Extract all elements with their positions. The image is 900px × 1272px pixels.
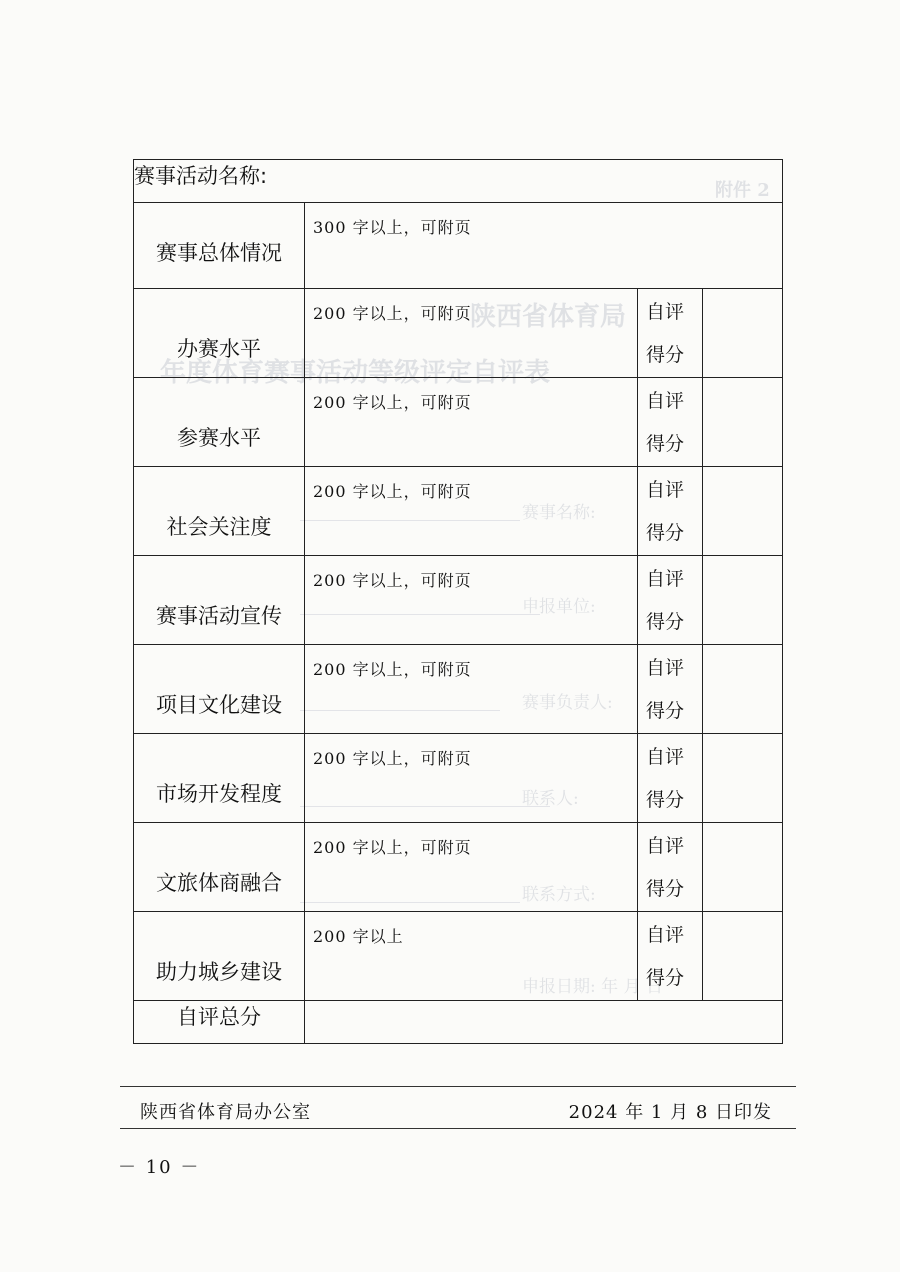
self-score-label: 自评 得分	[638, 823, 703, 912]
bleed-through-field: 赛事名称:	[522, 503, 596, 523]
self-score-cell[interactable]	[703, 912, 783, 1001]
footer-bottom-rule	[120, 1128, 796, 1129]
criteria-row	[134, 912, 783, 1001]
bleed-through-field: 申报日期: 年 月 日	[522, 977, 663, 997]
self-score-cell[interactable]	[703, 467, 783, 556]
total-score-cell[interactable]	[305, 1001, 783, 1044]
overview-content-cell[interactable]: 300 字以上，可附页	[305, 203, 783, 289]
self-score-label: 自评 得分	[638, 289, 703, 378]
criteria-content-cell[interactable]: 200 字以上，可附页	[305, 823, 638, 912]
bleed-through-field: 赛事负责人:	[522, 693, 613, 713]
criteria-content-cell[interactable]: 200 字以上，可附页	[305, 556, 638, 645]
criteria-label: 社会关注度	[134, 467, 305, 556]
criteria-content-cell[interactable]: 200 字以上	[305, 912, 638, 1001]
bleed-through-field: 联系方式:	[522, 885, 596, 905]
self-score-cell[interactable]	[703, 378, 783, 467]
criteria-row	[134, 734, 783, 823]
criteria-row	[134, 645, 783, 734]
criteria-content-cell[interactable]: 200 字以上，可附页	[305, 467, 638, 556]
criteria-label: 参赛水平	[134, 378, 305, 467]
criteria-label: 办赛水平	[134, 289, 305, 378]
criteria-row	[134, 467, 783, 556]
overview-label: 赛事总体情况	[134, 203, 305, 289]
issuing-office: 陕西省体育局办公室	[140, 1102, 311, 1123]
self-score-label: 自评 得分	[638, 556, 703, 645]
bleed-through-tag: 附件 2	[715, 180, 770, 201]
total-row	[134, 1001, 783, 1044]
self-score-label: 自评 得分	[638, 734, 703, 823]
footer-top-rule	[120, 1086, 796, 1087]
page-number: － 10 －	[118, 1157, 201, 1178]
self-score-cell[interactable]	[703, 734, 783, 823]
issue-date: 2024 年 1 月 8 日印发	[568, 1102, 772, 1123]
criteria-content-cell[interactable]: 200 字以上，可附页	[305, 289, 638, 378]
criteria-label: 赛事活动宣传	[134, 556, 305, 645]
criteria-row	[134, 378, 783, 467]
criteria-label: 文旅体商融合	[134, 823, 305, 912]
self-score-cell[interactable]	[703, 289, 783, 378]
total-score-label: 自评总分	[134, 1001, 305, 1044]
event-name-row	[134, 160, 783, 203]
self-score-label: 自评 得分	[638, 912, 703, 1001]
self-evaluation-table	[133, 159, 783, 1044]
self-score-cell[interactable]	[703, 645, 783, 734]
criteria-row	[134, 289, 783, 378]
overview-row	[134, 203, 783, 289]
self-score-cell[interactable]	[703, 823, 783, 912]
criteria-label: 助力城乡建设	[134, 912, 305, 1001]
criteria-content-cell[interactable]: 200 字以上，可附页	[305, 645, 638, 734]
self-score-label: 自评 得分	[638, 645, 703, 734]
criteria-content-cell[interactable]: 200 字以上，可附页	[305, 378, 638, 467]
criteria-row	[134, 556, 783, 645]
criteria-content-cell[interactable]: 200 字以上，可附页	[305, 734, 638, 823]
event-name-field[interactable]: 赛事活动名称:	[134, 160, 783, 203]
criteria-label: 市场开发程度	[134, 734, 305, 823]
criteria-row	[134, 823, 783, 912]
self-score-label: 自评 得分	[638, 378, 703, 467]
criteria-label: 项目文化建设	[134, 645, 305, 734]
bleed-through-subtitle: 年度体育赛事活动等级评定自评表	[160, 358, 551, 388]
bleed-through-field: 申报单位:	[522, 597, 596, 617]
bleed-through-title: 陕西省体育局	[470, 302, 627, 332]
self-score-label: 自评 得分	[638, 467, 703, 556]
bleed-through-field: 联系人:	[522, 789, 579, 809]
self-score-cell[interactable]	[703, 556, 783, 645]
